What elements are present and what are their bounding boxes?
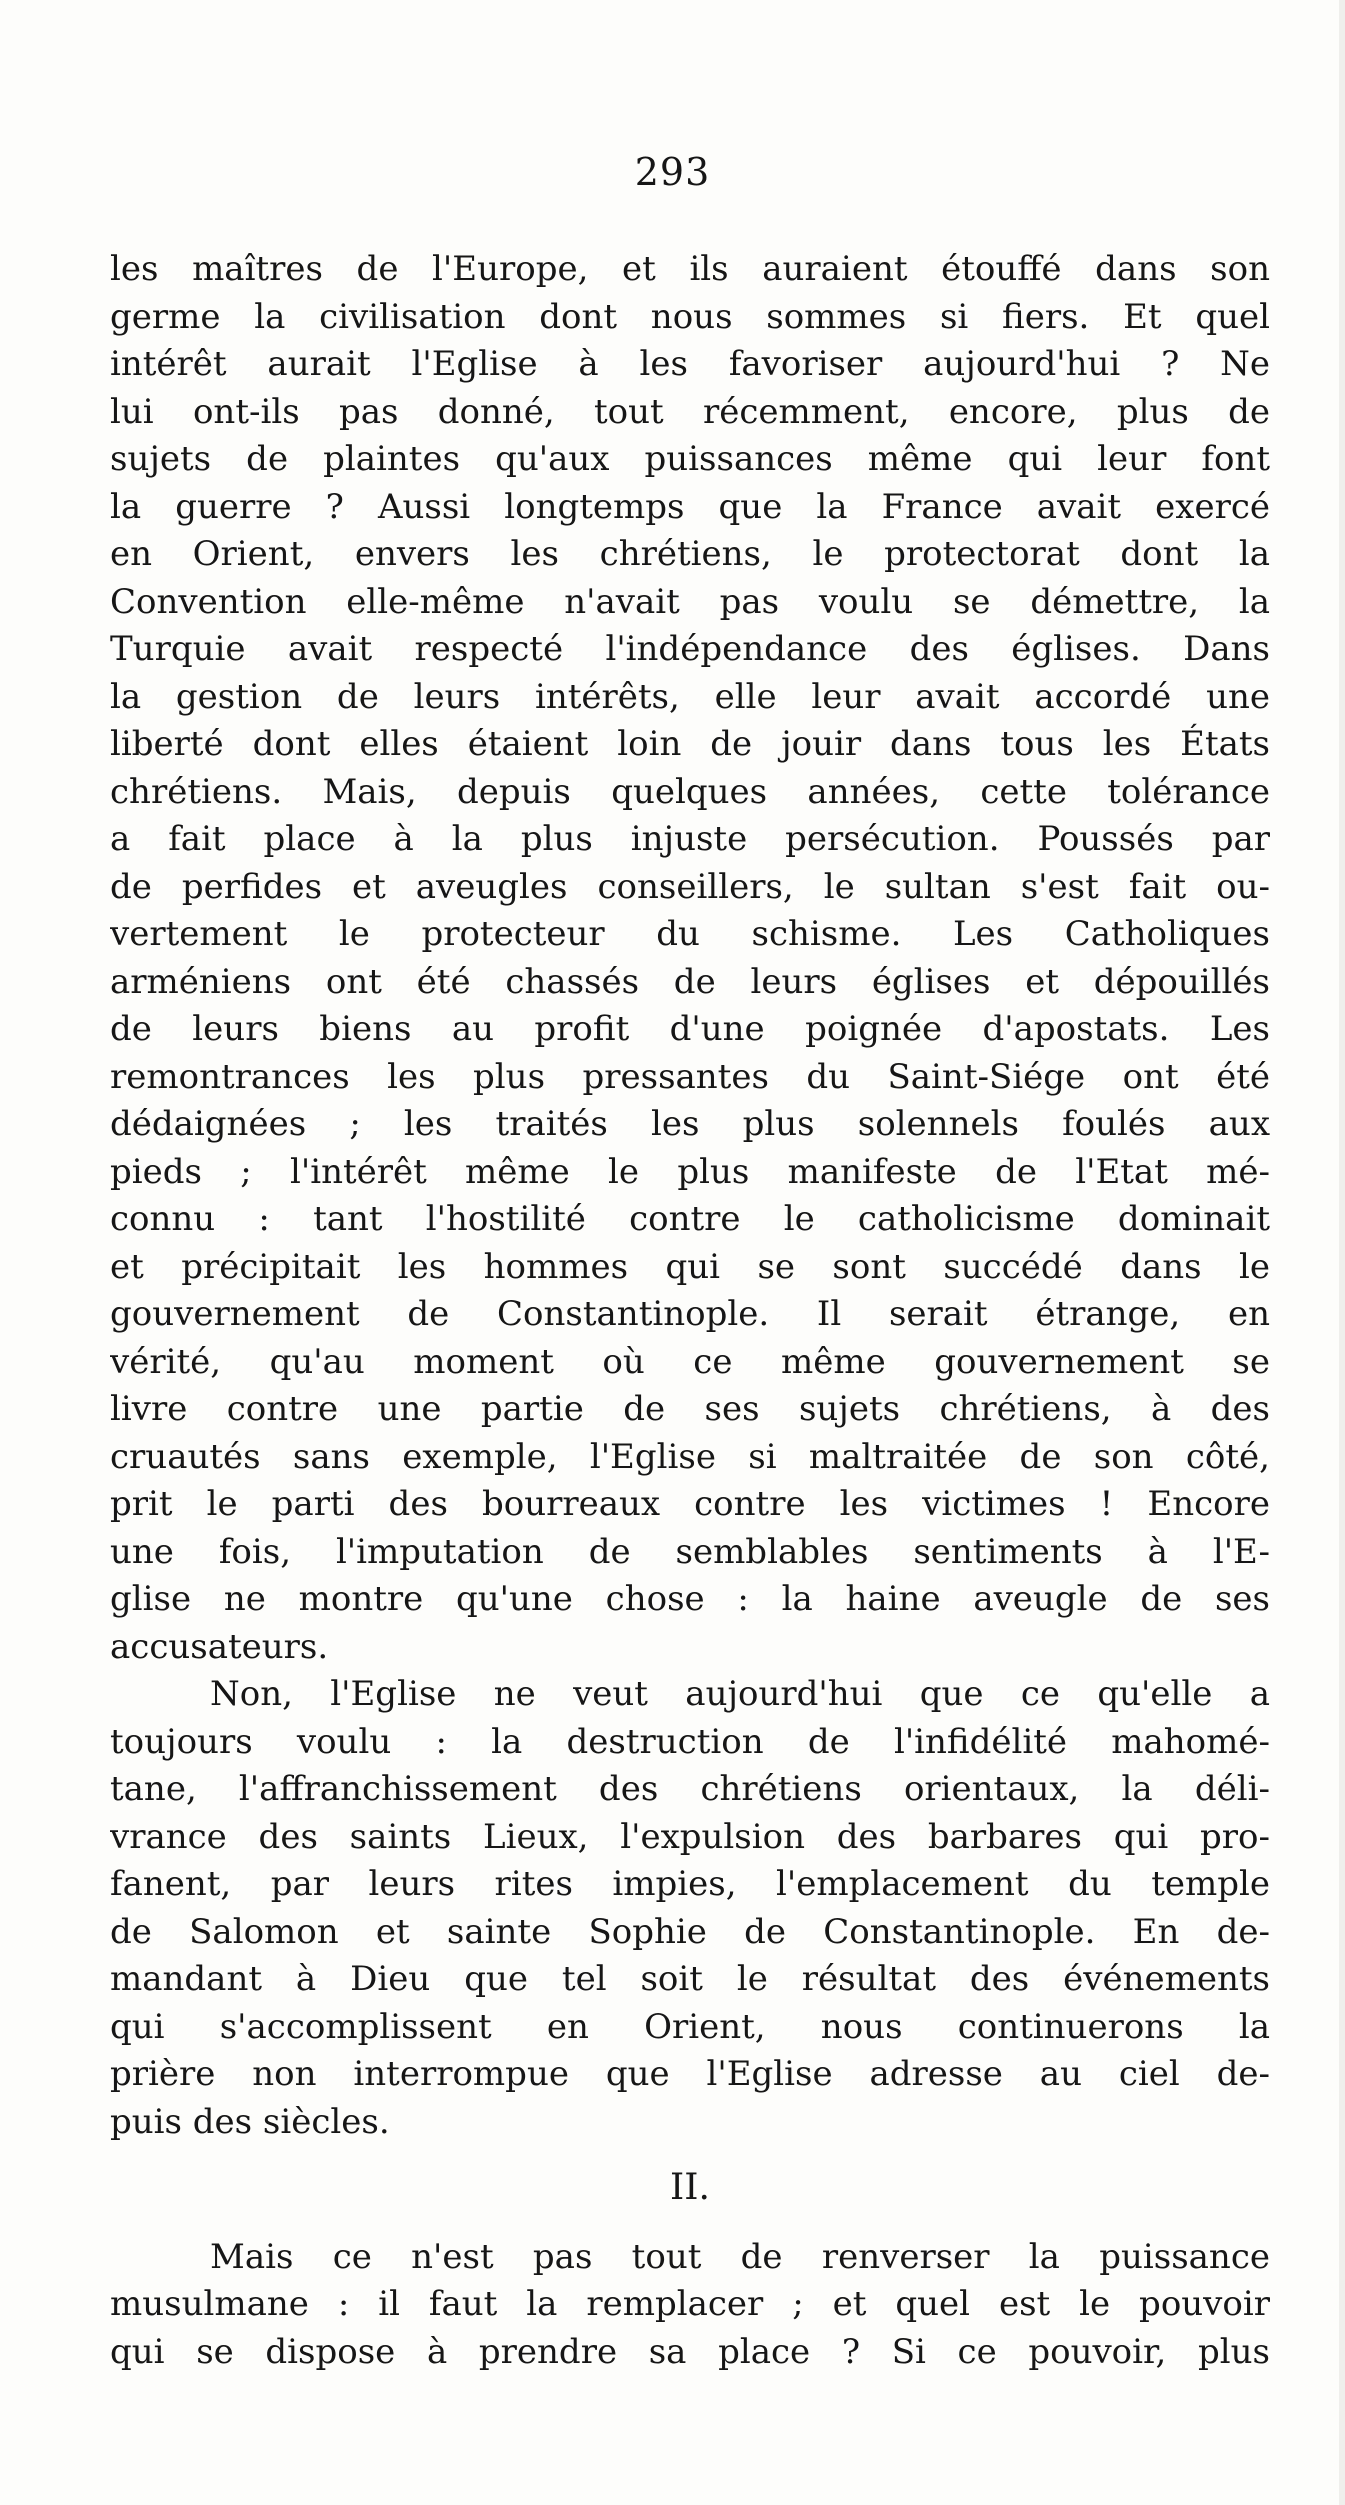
paragraph-1: [110, 246, 1270, 1671]
text-line: vrance des saints Lieux, l'expulsion des barbares qui pro-: [110, 1816, 1270, 1857]
text-line: mandant à Dieu que tel soit le résultat des événements: [110, 1959, 1270, 1999]
text-line: a fait place à la plus injuste persécution. Poussés par: [110, 819, 1270, 859]
text-line: fanent, par leurs rites impies, l'emplacement du temple: [110, 1864, 1270, 1904]
text-line: germe la civilisation dont nous sommes si fiers. Et quel: [110, 296, 1270, 337]
text-line: de leurs biens au profit d'une poignée d'apostats. Les: [110, 1009, 1270, 1049]
text-line: tane, l'affranchissement des chrétiens orientaux, la déli-: [110, 1769, 1270, 1809]
text-line: cruautés sans exemple, l'Eglise si maltraitée de son côté,: [110, 1436, 1270, 1477]
text-line: la gestion de leurs intérêts, elle leur avait accordé une: [110, 676, 1270, 717]
text-line: qui s'accomplissent en Orient, nous continuerons la: [110, 2006, 1270, 2047]
text-line: connu : tant l'hostilité contre le catholicisme dominait: [110, 1199, 1270, 1239]
text-line: remontrances les plus pressantes du Saint-Siége ont été: [110, 1056, 1270, 1097]
text-line: Mais ce n'est pas tout de renverser la puissance: [210, 2236, 1270, 2277]
page-edge: [1339, 0, 1345, 2505]
text-line: prit le parti des bourreaux contre les victimes ! Encore: [110, 1484, 1270, 1524]
page-number: 293: [634, 150, 711, 194]
text-line: accusateurs.: [110, 1626, 329, 1667]
text-line: vertement le protecteur du schisme. Les Catholiques: [110, 914, 1270, 954]
text-line: qui se dispose à prendre sa place ? Si ce pouvoir, plus: [110, 2331, 1270, 2372]
text-line: Convention elle-même n'avait pas voulu se démettre, la: [110, 581, 1270, 622]
text-line: puis des siècles.: [110, 2101, 390, 2142]
text-line: et précipitait les hommes qui se sont succédé dans le: [110, 1246, 1270, 1287]
text-line: une fois, l'imputation de semblables sentiments à l'E-: [110, 1531, 1270, 1572]
text-line: les maîtres de l'Europe, et ils auraient étouffé dans son: [110, 249, 1270, 289]
text-line: de Salomon et sainte Sophie de Constantinople. En de-: [110, 1911, 1270, 1952]
text-line: vérité, qu'au moment où ce même gouvernement se: [110, 1341, 1270, 1382]
text-line: toujours voulu : la destruction de l'infidélité mahomé-: [110, 1721, 1270, 1762]
paragraph-2: [110, 1671, 1270, 2146]
section-heading: II.: [670, 2167, 710, 2208]
text-line: pieds ; l'intérêt même le plus manifeste de l'Etat mé-: [110, 1151, 1270, 1192]
text-line: de perfides et aveugles conseillers, le sultan s'est fait ou-: [110, 866, 1270, 907]
text-line: sujets de plaintes qu'aux puissances même qui leur font: [110, 439, 1270, 479]
text-line: lui ont-ils pas donné, tout récemment, encore, plus de: [110, 391, 1270, 432]
paragraph-3: [110, 2234, 1270, 2377]
text-line: livre contre une partie de ses sujets chrétiens, à des: [110, 1389, 1270, 1429]
text-line: intérêt aurait l'Eglise à les favoriser aujourd'hui ? Ne: [110, 344, 1270, 384]
text-line: chrétiens. Mais, depuis quelques années, cette tolérance: [110, 771, 1270, 812]
text-line: en Orient, envers les chrétiens, le protectorat dont la: [110, 534, 1270, 574]
text-line: prière non interrompue que l'Eglise adresse au ciel de-: [110, 2054, 1270, 2094]
text-line: dédaignées ; les traités les plus solennels foulés aux: [110, 1104, 1270, 1144]
text-line: arméniens ont été chassés de leurs églises et dépouillés: [110, 961, 1270, 1002]
text-line: Non, l'Eglise ne veut aujourd'hui que ce qu'elle a: [210, 1674, 1270, 1714]
body-text: [110, 246, 1270, 2376]
text-line: musulmane : il faut la remplacer ; et quel est le pouvoir: [110, 2284, 1270, 2324]
text-line: liberté dont elles étaient loin de jouir dans tous les États: [110, 724, 1270, 764]
text-line: glise ne montre qu'une chose : la haine aveugle de ses: [110, 1579, 1270, 1619]
text-line: gouvernement de Constantinople. Il serait étrange, en: [110, 1294, 1270, 1334]
text-line: Turquie avait respecté l'indépendance des églises. Dans: [110, 629, 1270, 669]
text-line: la guerre ? Aussi longtemps que la France avait exercé: [110, 486, 1270, 527]
